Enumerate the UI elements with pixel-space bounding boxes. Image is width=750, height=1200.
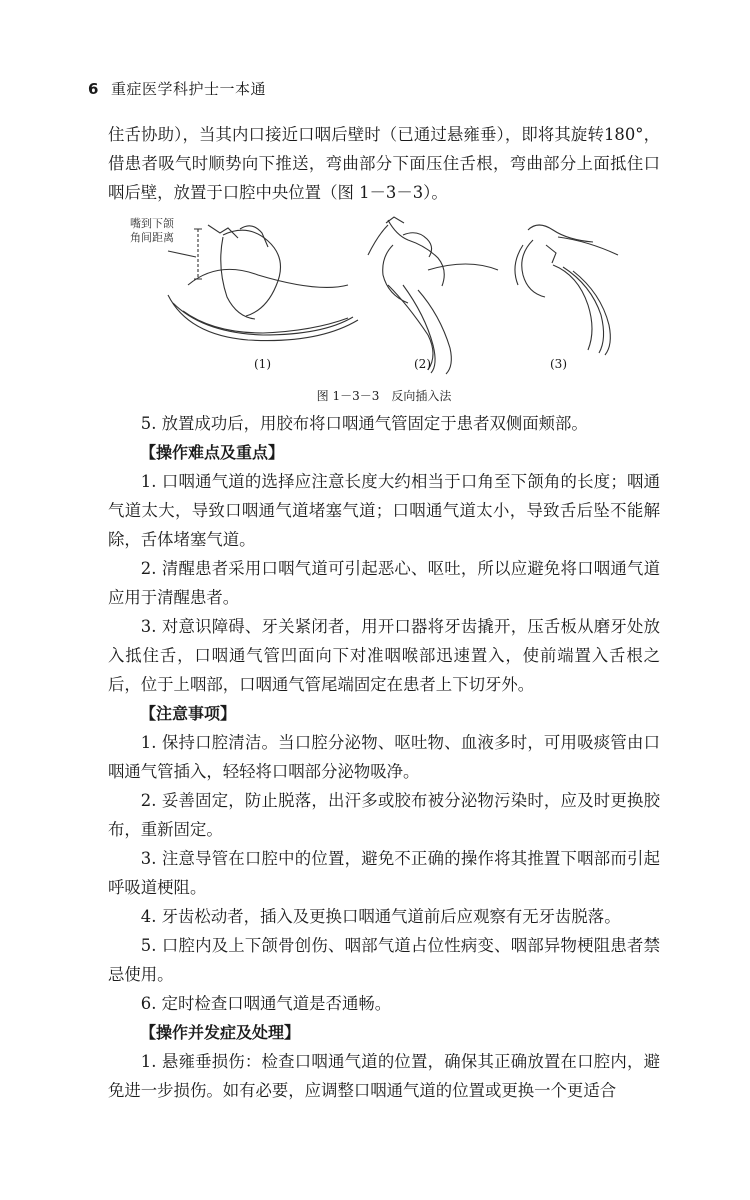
reverse-insertion-illustration xyxy=(128,215,648,375)
figure-annotation-line-2: 角间距离 xyxy=(130,231,174,244)
precaution-item-2: 2. 妥善固定，防止脱落，出汗多或胶布被分泌物污染时，应及时更换胶布，重新固定。 xyxy=(108,791,660,839)
figure-1-3-3 xyxy=(108,215,660,403)
difficulty-item-3: 3. 对意识障碍、牙关紧闭者，用开口器将牙齿撬开，压舌板从磨牙处放入抵住舌，口咽通气管凹面向下对准咽喉部迅速置入，使前端置入舌根之后，位于上咽部，口咽通气管尾端固定在患者上下切牙外。 xyxy=(108,617,660,694)
section-heading-complications: 【操作并发症及处理】 xyxy=(140,1023,301,1042)
panel-label-1: (1) xyxy=(254,357,271,371)
figure-annotation-line-1: 嘴到下颌 xyxy=(130,217,174,230)
panel-2-drawing xyxy=(368,217,498,374)
precaution-item-1: 1. 保持口腔清洁。当口腔分泌物、呕吐物、血液多时，可用吸痰管由口咽通气管插入，轻轻将口咽部分泌物吸净。 xyxy=(108,733,660,781)
page-number: 6 xyxy=(88,80,99,98)
precaution-item-6: 6. 定时检查口咽通气道是否通畅。 xyxy=(140,994,392,1013)
figure-caption: 图 1－3－3 反向插入法 xyxy=(316,389,452,403)
panel-label-3: (3) xyxy=(550,357,567,371)
book-title: 重症医学科护士一本通 xyxy=(110,80,266,98)
main-text xyxy=(108,120,660,1105)
section-heading-difficulties: 【操作难点及重点】 xyxy=(140,443,285,462)
panel-1-drawing xyxy=(168,225,358,341)
running-header xyxy=(88,78,266,99)
difficulty-item-2: 2. 清醒患者采用口咽气道可引起恶心、呕吐，所以应避免将口咽通气道应用于清醒患者。 xyxy=(108,559,660,607)
intro-paragraph: 住舌协助），当其内口接近口咽后壁时（已通过悬雍垂），即将其旋转180°，借患者吸气时顺势向下推送，弯曲部分下面压住舌根，弯曲部分上面抵住口咽后壁，放置于口腔中央位置（图 1－3－3）。 xyxy=(108,125,660,202)
difficulty-item-1: 1. 口咽通气道的选择应注意长度大约相当于口角至下颌角的长度；咽通气道太大，导致口咽通气道堵塞气道；口咽通气道太小，导致舌后坠不能解除，舌体堵塞气道。 xyxy=(108,472,660,549)
step-5-paragraph: 5. 放置成功后，用胶布将口咽通气管固定于患者双侧面颊部。 xyxy=(140,414,588,433)
complication-item-1: 1. 悬雍垂损伤：检查口咽通气道的位置，确保其正确放置在口腔内，避免进一步损伤。如有必要，应调整口咽通气道的位置或更换一个更适合 xyxy=(108,1052,660,1100)
section-heading-precautions: 【注意事项】 xyxy=(140,704,237,723)
precaution-item-4: 4. 牙齿松动者，插入及更换口咽通气道前后应观察有无牙齿脱落。 xyxy=(140,907,621,926)
precaution-item-5: 5. 口腔内及上下颌骨创伤、咽部气道占位性病变、咽部异物梗阻患者禁忌使用。 xyxy=(108,936,660,984)
panel-3-drawing xyxy=(515,225,618,355)
precaution-item-3: 3. 注意导管在口腔中的位置，避免不正确的操作将其推置下咽部而引起呼吸道梗阻。 xyxy=(108,849,660,897)
panel-label-2: (2) xyxy=(414,357,431,371)
